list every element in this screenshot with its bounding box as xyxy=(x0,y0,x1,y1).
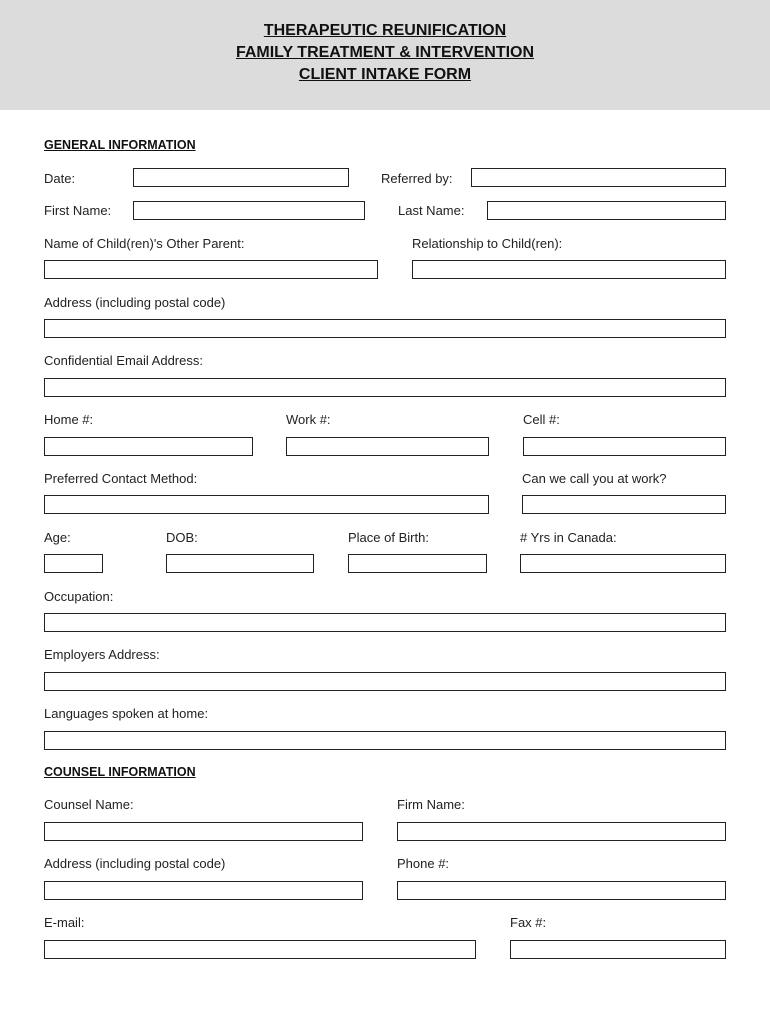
call-at-work-label: Can we call you at work? xyxy=(522,471,667,486)
title-line-1: THERAPEUTIC REUNIFICATION xyxy=(263,22,507,39)
home-phone-field[interactable] xyxy=(44,437,253,456)
cell-phone-label: Cell #: xyxy=(523,412,560,427)
counsel-fax-field[interactable] xyxy=(510,940,726,959)
dob-label: DOB: xyxy=(166,530,198,545)
contact-method-field[interactable] xyxy=(44,495,489,514)
cell-phone-field[interactable] xyxy=(523,437,726,456)
general-information-heading: GENERAL INFORMATION xyxy=(44,138,196,152)
firm-name-field[interactable] xyxy=(397,822,726,841)
age-field[interactable] xyxy=(44,554,103,573)
email-label: Confidential Email Address: xyxy=(44,353,203,368)
counsel-information-heading: COUNSEL INFORMATION xyxy=(44,765,196,779)
referred-by-label: Referred by: xyxy=(381,171,453,186)
firm-name-label: Firm Name: xyxy=(397,797,465,812)
call-at-work-field[interactable] xyxy=(522,495,726,514)
referred-by-field[interactable] xyxy=(471,168,726,187)
other-parent-label: Name of Child(ren)'s Other Parent: xyxy=(44,236,245,251)
employers-address-field[interactable] xyxy=(44,672,726,691)
work-phone-label: Work #: xyxy=(286,412,331,427)
counsel-phone-field[interactable] xyxy=(397,881,726,900)
occupation-label: Occupation: xyxy=(44,589,114,604)
occupation-field[interactable] xyxy=(44,613,726,632)
age-label: Age: xyxy=(44,530,71,545)
address-field[interactable] xyxy=(44,319,726,338)
employers-address-label: Employers Address: xyxy=(44,647,160,662)
last-name-label: Last Name: xyxy=(398,203,465,218)
counsel-email-label: E-mail: xyxy=(44,915,85,930)
counsel-fax-label: Fax #: xyxy=(510,915,547,930)
date-field[interactable] xyxy=(133,168,349,187)
counsel-address-field[interactable] xyxy=(44,881,363,900)
place-of-birth-label: Place of Birth: xyxy=(348,530,429,545)
first-name-field[interactable] xyxy=(133,201,365,220)
counsel-email-field[interactable] xyxy=(44,940,476,959)
languages-field[interactable] xyxy=(44,731,726,750)
languages-label: Languages spoken at home: xyxy=(44,706,209,721)
dob-field[interactable] xyxy=(166,554,314,573)
address-label: Address (including postal code) xyxy=(44,295,226,310)
date-label: Date: xyxy=(44,171,76,186)
relationship-field[interactable] xyxy=(412,260,726,279)
home-phone-label: Home #: xyxy=(44,412,94,427)
other-parent-field[interactable] xyxy=(44,260,378,279)
place-of-birth-field[interactable] xyxy=(348,554,487,573)
counsel-name-field[interactable] xyxy=(44,822,363,841)
email-field[interactable] xyxy=(44,378,726,397)
title-line-3: CLIENT INTAKE FORM xyxy=(298,66,472,83)
contact-method-label: Preferred Contact Method: xyxy=(44,471,198,486)
relationship-label: Relationship to Child(ren): xyxy=(412,236,563,251)
form-header xyxy=(0,0,770,110)
yrs-canada-field[interactable] xyxy=(520,554,726,573)
work-phone-field[interactable] xyxy=(286,437,489,456)
last-name-field[interactable] xyxy=(487,201,726,220)
counsel-phone-label: Phone #: xyxy=(397,856,450,871)
first-name-label: First Name: xyxy=(44,203,112,218)
counsel-address-label: Address (including postal code) xyxy=(44,856,226,871)
counsel-name-label: Counsel Name: xyxy=(44,797,134,812)
yrs-canada-label: # Yrs in Canada: xyxy=(520,530,617,545)
title-line-2: FAMILY TREATMENT & INTERVENTION xyxy=(235,44,535,61)
